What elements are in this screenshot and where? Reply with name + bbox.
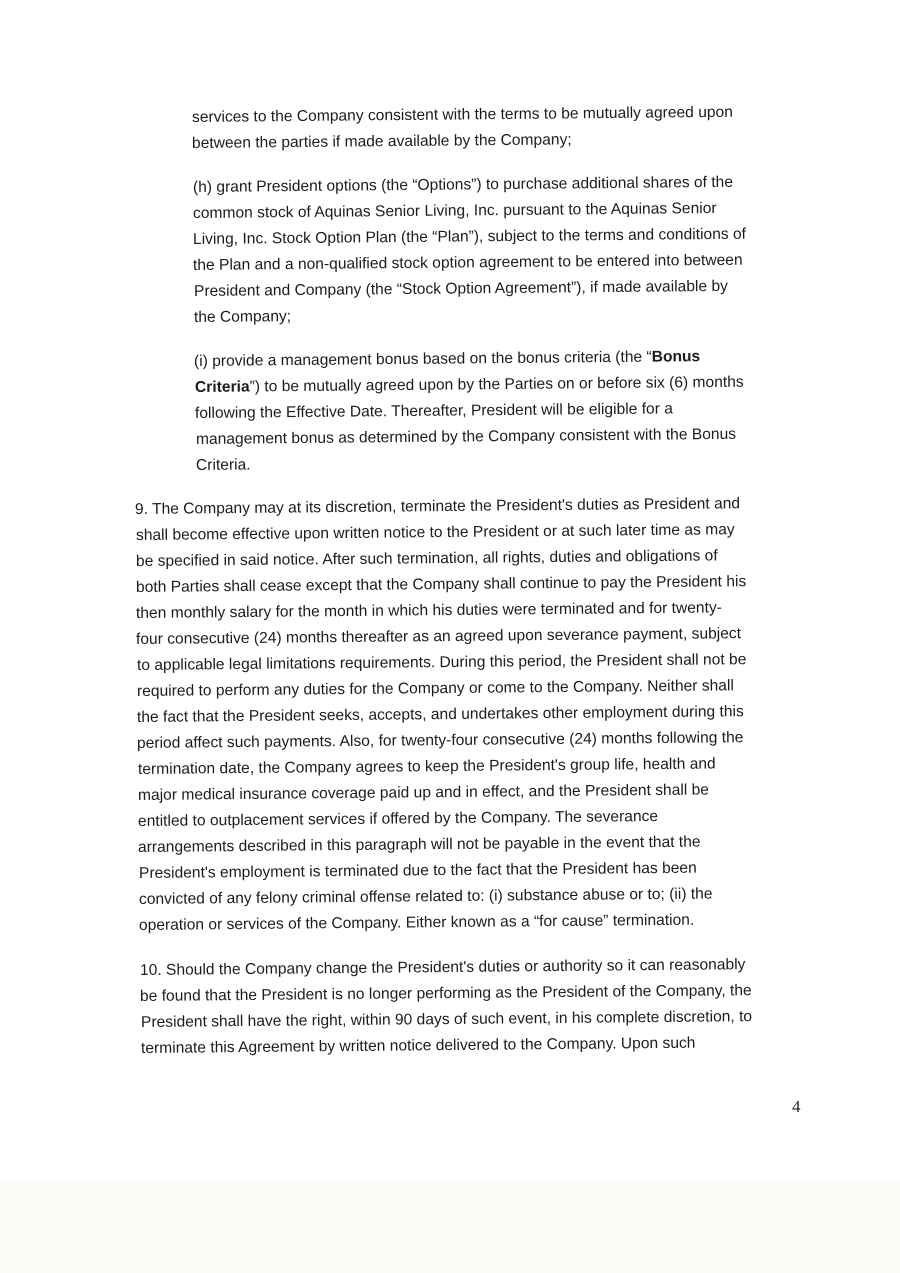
text-line: President and Company (the “Stock Option Agreement”), if made available by: [193, 277, 728, 300]
text-line: services to the Company consistent with the terms to be mutually agreed upon: [191, 103, 733, 126]
text-run: ”) to be mutually agreed upon by the Parties on or before six (6) months: [249, 373, 744, 396]
page-number: 4: [792, 1097, 801, 1116]
text-line: the Plan and a non-qualified stock option agreement to be entered into between: [192, 251, 743, 274]
text-line: 9. The Company may at its discretion, terminate the President's duties as President and: [134, 495, 741, 518]
scan-bottom-margin: [0, 1180, 900, 1273]
text-line: President's employment is terminated due to the fact that the President has been: [138, 859, 697, 882]
text-line: convicted of any felony criminal offense related to: (i) substance abuse or to; (ii) the: [138, 885, 713, 908]
bold-term: Bonus: [651, 348, 701, 366]
text-line: both Parties shall cease except that the Company shall continue to pay the President his: [135, 573, 747, 596]
text-line: between the parties if made available by the Company;: [191, 131, 572, 152]
text-line: four consecutive (24) months thereafter as an agreed upon severance payment, subject: [135, 625, 742, 648]
text-line: then monthly salary for the month in which his duties were terminated and for twenty-: [135, 599, 722, 622]
text-line: termination date, the Company agrees to keep the President's group life, health and: [137, 755, 716, 778]
text-line: the fact that the President seeks, accepts, and undertakes other employment during this: [136, 703, 744, 726]
text-line: management bonus as determined by the Company consistent with the Bonus: [195, 425, 737, 448]
text-line: President shall have the right, within 90 days of such event, in his complete discretion, to: [140, 1008, 753, 1031]
text-line: be found that the President is no longer performing as the President of the Company, the: [139, 982, 752, 1005]
text-line: (h) grant President options (the “Options”) to purchase additional shares of the: [192, 173, 734, 196]
text-line: arrangements described in this paragraph will not be payable in the event that the: [137, 833, 701, 856]
text-line: shall become effective upon written notice to the President or at such later time as may: [135, 521, 735, 544]
text-line: 10. Should the Company change the President's duties or authority so it can reasonably: [139, 956, 746, 979]
text-line: entitled to outplacement services if offered by the Company. The severance: [137, 808, 659, 830]
text-line: to applicable legal limitations requirements. During this period, the President shall not be: [136, 651, 747, 674]
text-line: terminate this Agreement by written notice delivered to the Company. Upon such: [140, 1034, 696, 1057]
text-line: operation or services of the Company. Either known as a “for cause” termination.: [138, 911, 695, 934]
text-line: period affect such payments. Also, for twenty-four consecutive (24) months following the: [136, 729, 744, 752]
text-line: Living, Inc. Stock Option Plan (the “Plan”), subject to the terms and conditions of: [192, 225, 747, 248]
text-line: following the Effective Date. Thereafter, President will be eligible for a: [194, 400, 673, 422]
bold-term: Criteria: [194, 378, 250, 396]
text-run: (i) provide a management bonus based on the bonus criteria (the “: [193, 348, 652, 370]
text-line: common stock of Aquinas Senior Living, Inc. pursuant to the Aquinas Senior: [192, 199, 717, 222]
text-line: be specified in said notice. After such termination, all rights, duties and obligations of: [135, 547, 718, 570]
text-line: the Company;: [193, 308, 292, 326]
text-line: Criteria.: [195, 456, 251, 474]
text-line: required to perform any duties for the Company or come to the Company. Neither shall: [136, 677, 734, 700]
text-line: major medical insurance coverage paid up and in effect, and the President shall be: [137, 781, 710, 804]
